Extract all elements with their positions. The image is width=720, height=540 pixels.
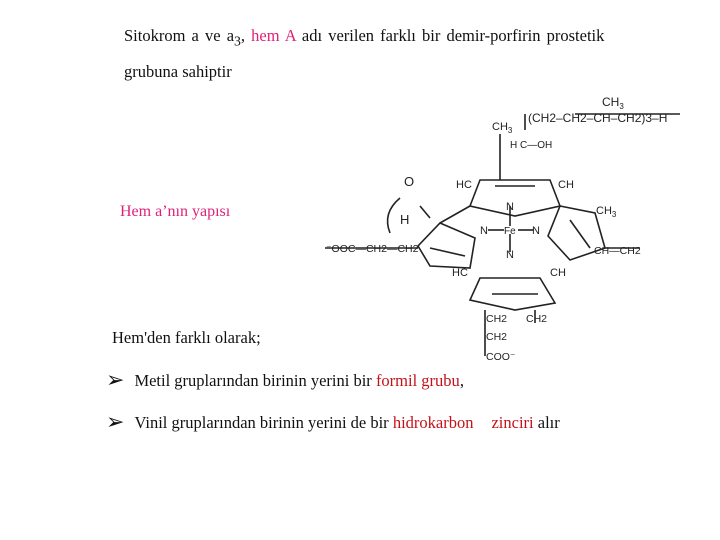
hc-lower-label: HC <box>452 267 468 279</box>
arrow-bullet-icon: ➢ <box>106 368 125 393</box>
nitrogen-top-label: N <box>506 201 514 213</box>
heme-a-structure-diagram <box>320 88 700 368</box>
ch-upper-label: CH <box>558 179 574 191</box>
intro-paragraph-line2: grubuna sahiptir <box>124 62 232 81</box>
ch2-label-a: CH2 <box>486 313 508 325</box>
hem-a-highlight: hem A <box>251 26 296 45</box>
chain-highlight: zinciri <box>491 413 534 432</box>
vinyl-chain-label: CH—CH2 <box>594 245 641 257</box>
bullet-text: Metil gruplarından birinin yerini bir formil grubu, <box>134 371 464 390</box>
bullet-item-formyl <box>106 370 464 392</box>
hydrocarbon-tail-label: (CH2–CH2–CH–CH2)3–H <box>528 111 668 125</box>
ch2-label-b: CH2 <box>526 313 548 325</box>
h-c-oh-label: H C—OH <box>510 140 553 151</box>
bullet-text: Vinil gruplarından birinin yerini de bir hidrokarbon zinciri alır <box>134 413 560 432</box>
hydrogen-label: H <box>400 212 410 227</box>
oxygen-label: O <box>404 174 415 189</box>
arrow-bullet-icon: ➢ <box>106 410 125 435</box>
hc-upper-label: HC <box>456 179 472 191</box>
ch3-left-label: $CH_3$ <box>492 121 513 135</box>
intro-comma: , <box>240 26 252 45</box>
ch3-right-label: $CH_3$ <box>596 205 617 219</box>
intro-subscript: 3 <box>234 33 241 49</box>
left-propionate-chain-label: ⁻OOC—CH2—CH2 <box>326 243 419 255</box>
intro-text-after: adı verilen farklı bir demir-porfirin prostetik <box>295 26 605 45</box>
nitrogen-right-label: N <box>532 225 540 237</box>
intro-text-before: Sitokrom a ve a <box>124 26 235 45</box>
ch3-top-label: $CH_3$ <box>602 95 624 111</box>
intro-paragraph-line1 <box>124 26 604 49</box>
ch2-label-c: CH2 <box>486 331 508 343</box>
bullet-item-vinyl <box>106 412 560 434</box>
iron-label: Fe <box>504 226 516 237</box>
ch-lower-label: CH <box>550 267 566 279</box>
hydrocarbon-highlight: hidrokarbon <box>392 413 474 432</box>
difference-intro: Hem'den farklı olarak; <box>112 328 261 347</box>
nitrogen-left-label: N <box>480 225 488 237</box>
figure-caption: Hem a’nın yapısı <box>120 203 231 220</box>
carboxylate-label: COO⁻ <box>486 351 516 363</box>
nitrogen-bottom-label: N <box>506 249 514 261</box>
formyl-highlight: formil grubu <box>375 371 460 390</box>
